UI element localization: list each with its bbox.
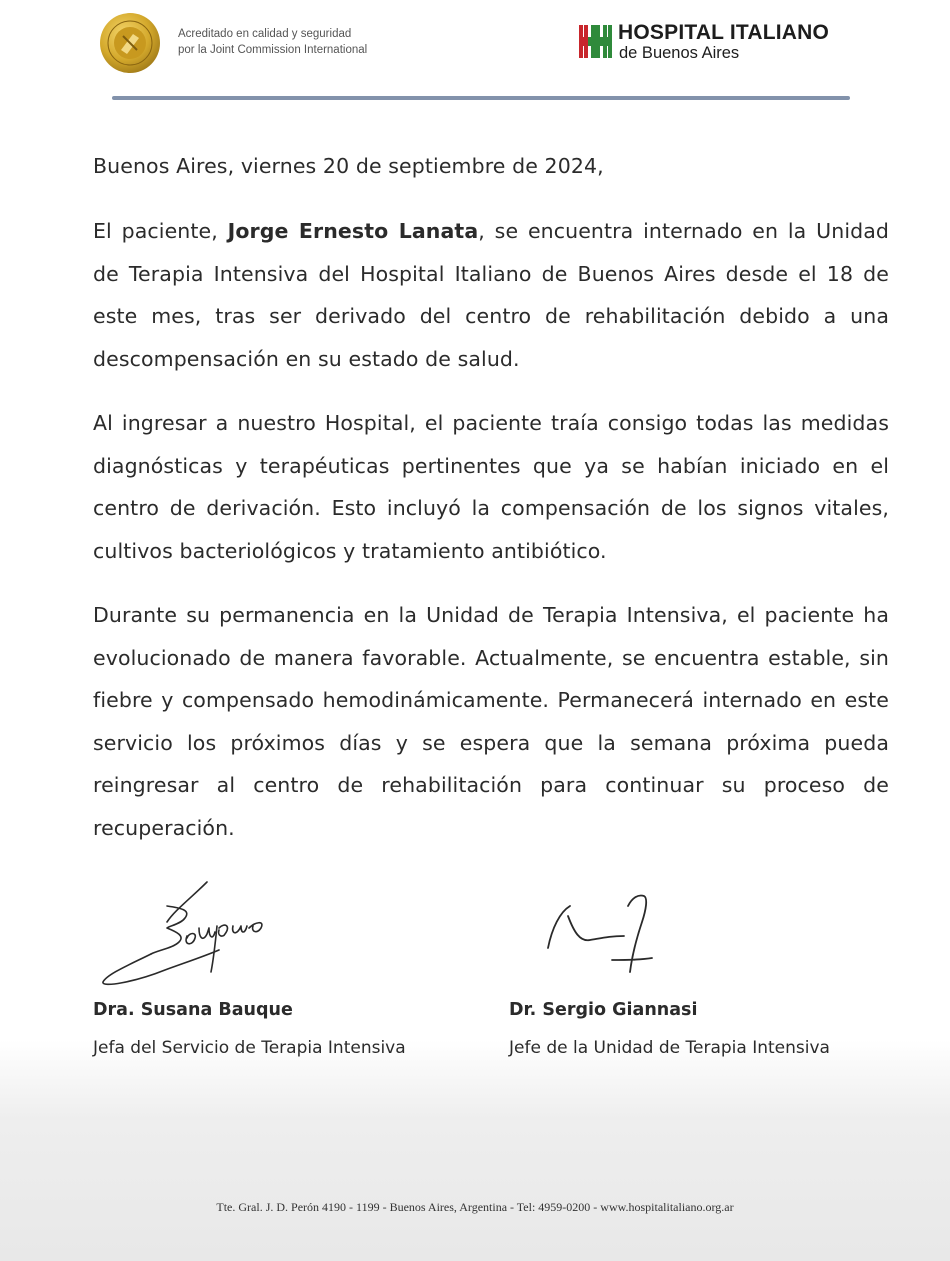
patient-name: Jorge Ernesto Lanata (227, 219, 479, 243)
hospital-name: HOSPITAL ITALIANO (618, 21, 830, 44)
jci-seal-icon (99, 12, 161, 74)
signer-left-name: Dra. Susana Bauque (93, 1000, 293, 1020)
accreditation-text (178, 26, 367, 58)
signer-right-role: Jefe de la Unidad de Terapia Intensiva (509, 1038, 830, 1058)
signer-right-name: Dr. Sergio Giannasi (509, 1000, 698, 1020)
paragraph-3: Durante su permanencia en la Unidad de Terapia Intensiva, el paciente ha evolucionado de manera favorable. Actualmente, se encuentra estable, sin fiebre y compensado hemodinámicamente. Permanecerá internado en este servicio los próximos días y se espera que la semana próxima pueda reingresar al centro de rehabilitación para continuar su proceso de recuperación. (93, 603, 889, 840)
paragraph-1 (93, 210, 889, 380)
letter-date: Buenos Aires, viernes 20 de septiembre de 2024, (93, 154, 604, 178)
hospital-city: de Buenos Aires (619, 44, 740, 62)
accreditation-line-2: por la Joint Commission International (178, 44, 368, 56)
paragraph-1-rest: , se encuentra internado en la Unidad de Terapia Intensiva del Hospital Italiano de Buenos Aires desde el 18 de este mes, tras ser derivado del centro de rehabilitación debido a una descompensación en su estado de salud. (93, 219, 890, 371)
paragraph-1-intro: El paciente, (93, 219, 228, 243)
signer-left-role: Jefa del Servicio de Terapia Intensiva (93, 1038, 406, 1058)
paragraph-2: Al ingresar a nuestro Hospital, el paciente traía consigo todas las medidas diagnósticas y terapéuticas pertinentes que ya se habían iniciado en el centro de derivación. Esto incluyó la compensación de los signos vitales, cultivos bacteriológicos y tratamiento antibiótico. (93, 411, 889, 563)
header-divider (112, 96, 850, 100)
hospital-cross-logo-icon (579, 25, 612, 58)
signature-bauque (95, 876, 285, 991)
footer-address: Tte. Gral. J. D. Perón 4190 - 1199 - Buenos Aires, Argentina - Tel: 4959-0200 - www.hospitalitaliano.org.ar (216, 1200, 734, 1214)
signature-giannasi (540, 876, 670, 976)
accreditation-line-1: Acreditado en calidad y seguridad (178, 28, 352, 40)
